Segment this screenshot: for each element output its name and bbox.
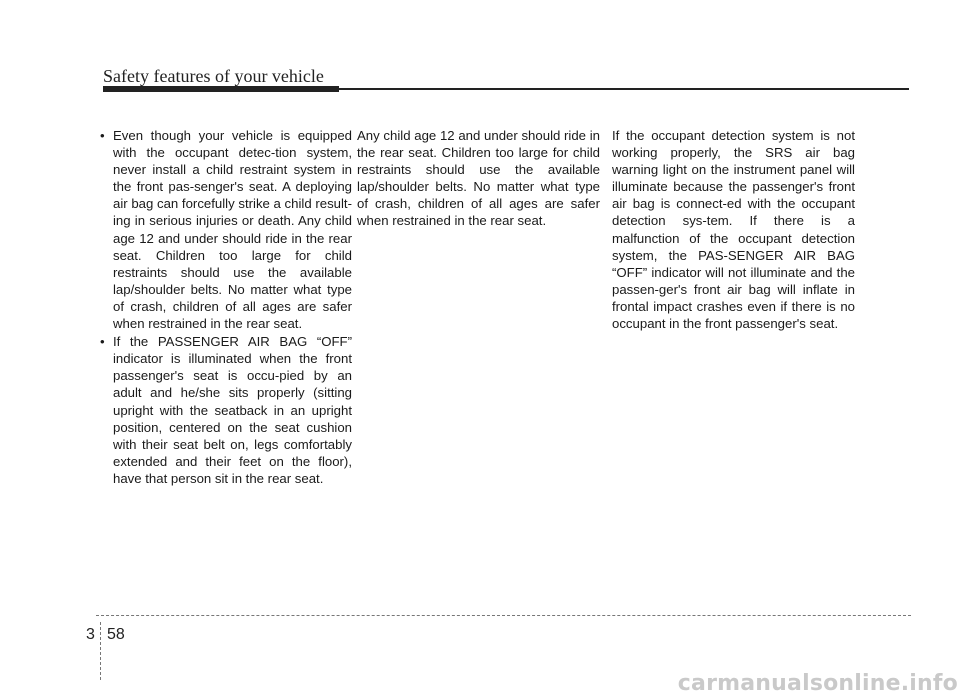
text-column-3 <box>612 127 855 332</box>
footer-divider <box>100 622 101 680</box>
text-column-2 <box>357 127 600 230</box>
text-column-1 <box>100 127 352 487</box>
footer-rule <box>96 615 911 616</box>
bullet-item <box>100 127 352 332</box>
bullet-text: If the PASSENGER AIR BAG “OFF” indicator is illuminated when the front passenger's seat is occu-pied by an adult and he/she sits properly (sitting upright with the seatback in an upright position, centered on the seat cushion with their seat belt on, legs comfortably extended and their feet on the floor), have that person sit in the rear seat. <box>113 334 352 486</box>
paragraph: If the occupant detection system is not working properly, the SRS air bag warning light on the instrument panel will illuminate because the passenger's front air bag is connect-ed with the occupant detection sys-tem. If there is a malfunction of the occupant detection system, the PAS-SENGER AIR BAG “OFF” indicator will not illuminate and the passen-ger's front air bag will inflate in frontal impact crashes even if there is no occupant in the front passenger's seat. <box>612 128 855 332</box>
page-number: 58 <box>107 626 125 643</box>
bullet-mark: • <box>100 334 105 350</box>
bullet-text: Even though your vehicle is equipped with the occupant detec-tion system, never install a child restraint system in the front pas-senger's seat. A deploying air bag can forcefully strike a child result-ing in serious injuries or death. Any child age 12 and under should ride in the rear seat. Children too large for child restraints should use the available lap/shoulder belts. No matter what type of crash, children of all ages are safer when restrained in the rear seat. <box>113 128 352 332</box>
watermark: carmanualsonline.info <box>677 671 958 696</box>
bullet-mark: • <box>100 128 105 143</box>
bullet-item <box>100 333 352 487</box>
chapter-number: 3 <box>86 626 95 643</box>
header-title: Safety features of your vehicle <box>103 66 324 86</box>
header-bar <box>103 86 339 92</box>
paragraph: Any child age 12 and under should ride in the rear seat. Children too large for child restraints should use the available lap/shoulder belts. No matter what type of crash, children of all ages are safer when restrained in the rear seat. <box>357 128 600 229</box>
